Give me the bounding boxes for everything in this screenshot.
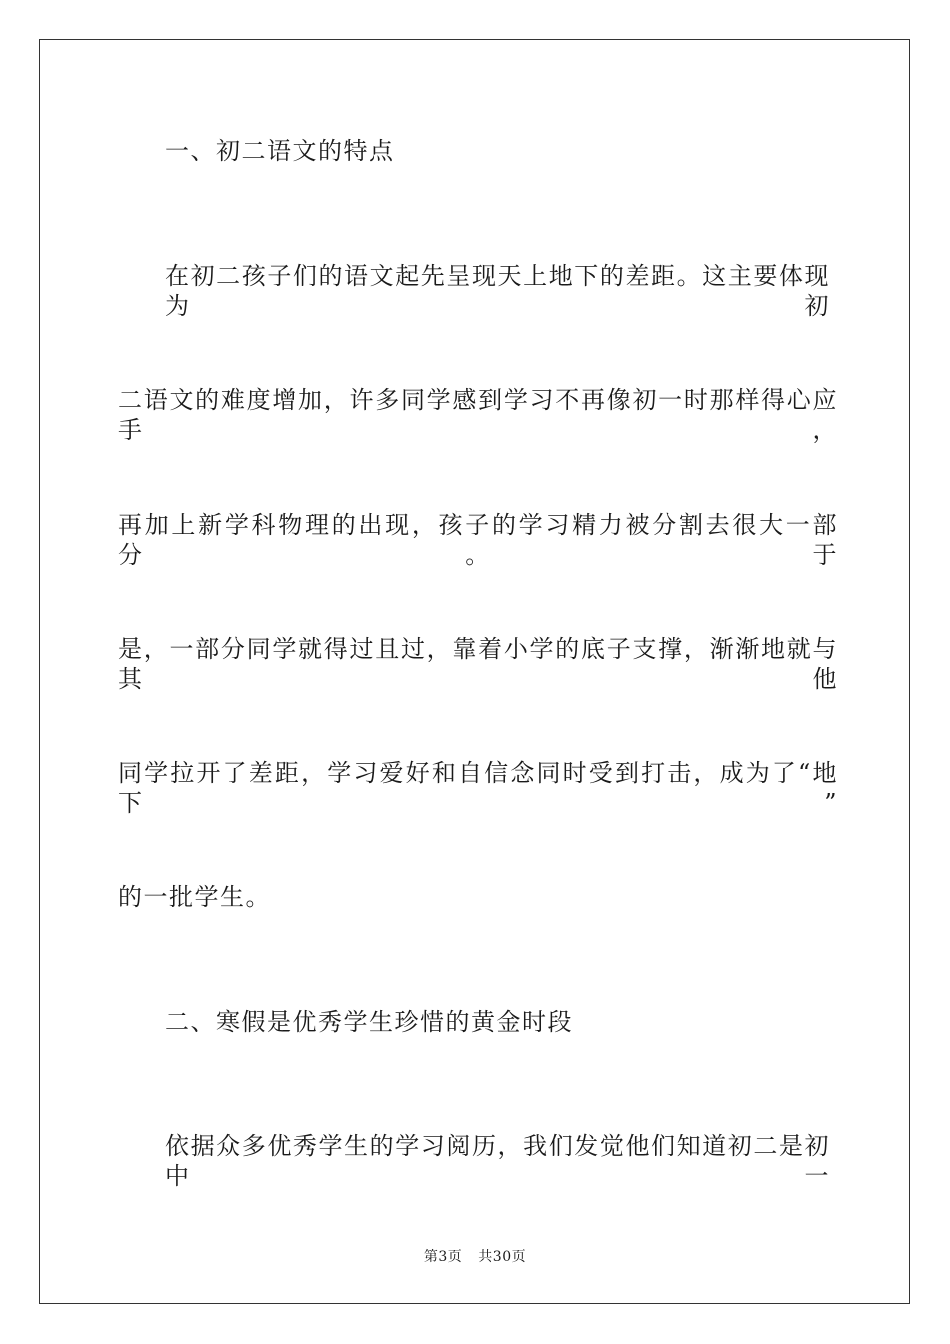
paragraph-line: 是，一部分同学就得过且过，靠着小学的底子支撑，渐渐地就与其他 — [118, 635, 838, 693]
paragraph-line: 在初二孩子们的语文起先呈现天上地下的差距。这主要体现为初 — [165, 262, 830, 320]
paragraph-line: 再加上新学科物理的出现，孩子的学习精力被分割去很大一部分。于 — [118, 511, 838, 569]
paragraph-line: 二语文的难度增加，许多同学感到学习不再像初一时那样得心应手， — [118, 386, 838, 444]
section-heading-2: 二、寒假是优秀学生珍惜的黄金时段 — [165, 1008, 573, 1036]
page-number: 第3页 — [423, 1249, 463, 1265]
page-total: 共30页 — [478, 1249, 527, 1265]
section-heading-1: 一、初二语文的特点 — [165, 137, 395, 165]
page-footer — [0, 1248, 950, 1266]
paragraph-line: 同学拉开了差距，学习爱好和自信念同时受到打击，成为了“地下” — [118, 759, 838, 817]
paragraph-line: 的一批学生。 — [118, 883, 271, 911]
paragraph-line: 依据众多优秀学生的学习阅历，我们发觉他们知道初二是初中一 — [165, 1132, 830, 1190]
